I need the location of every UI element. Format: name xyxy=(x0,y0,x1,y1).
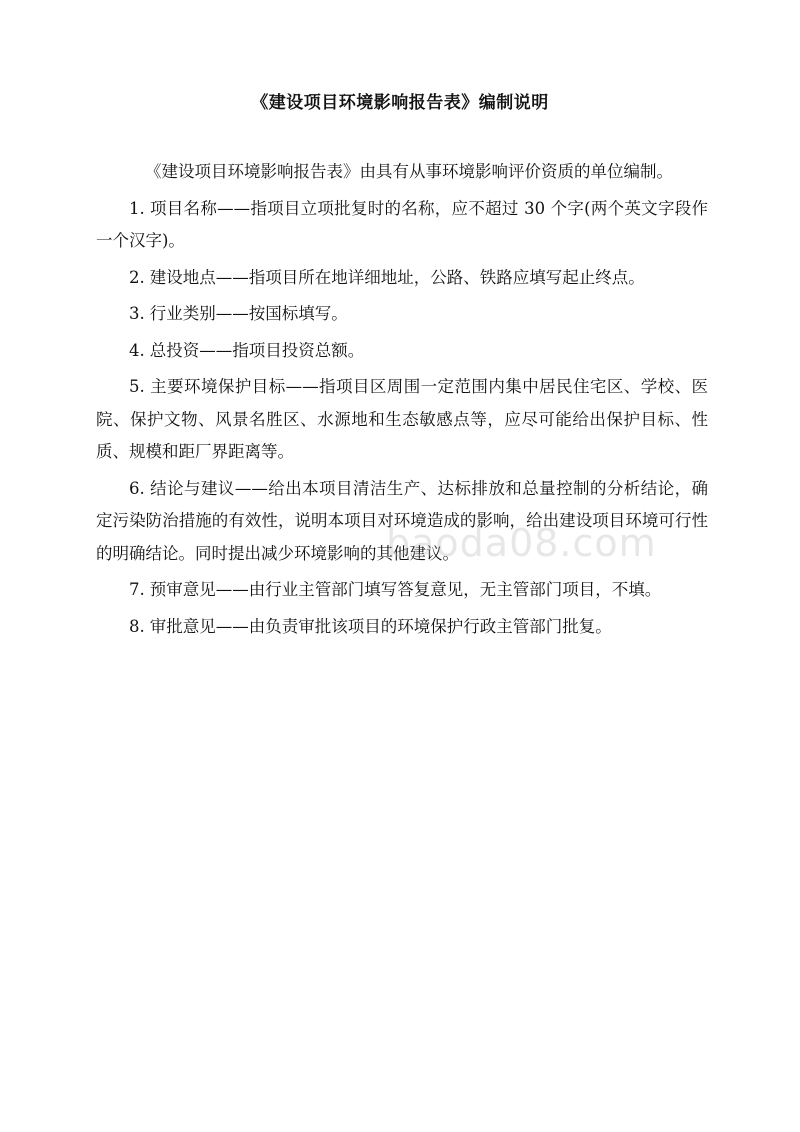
item-number: 5. xyxy=(129,377,145,396)
item-7 xyxy=(96,574,708,607)
item-text: 预审意见——由行业主管部门填写答复意见，无主管部门项目，不填。 xyxy=(149,580,662,599)
item-text: 项目名称——指项目立项批复时的名称，应不超过 30 个字(两个英文字段作一个汉字)。 xyxy=(96,198,708,250)
item-1 xyxy=(96,193,708,258)
item-number: 8. xyxy=(129,616,145,636)
item-8 xyxy=(96,611,708,644)
item-text: 审批意见——由负责审批该项目的环境保护行政主管部门批复。 xyxy=(149,616,612,636)
intro-paragraph: 《建设项目环境影响报告表》由具有从事环境影响评价资质的单位编制。 xyxy=(145,162,673,181)
item-3 xyxy=(96,298,708,331)
item-number: 1. xyxy=(129,198,145,218)
item-number: 7. xyxy=(129,580,145,599)
item-text: 总投资——指项目投资总额。 xyxy=(149,340,365,360)
item-number: 6. xyxy=(129,478,145,498)
item-4 xyxy=(96,335,708,368)
item-number: 4. xyxy=(129,340,145,360)
item-text: 主要环境保护目标——指项目区周围一定范围内集中居民住宅区、学校、医院、保护文物、风景名胜区、水源地和生态敏感点等，应尽可能给出保护目标、性质、规模和距厂界距离等。 xyxy=(96,377,708,461)
item-6 xyxy=(96,473,708,571)
item-2 xyxy=(96,262,708,295)
item-text: 结论与建议——给出本项目清洁生产、达标排放和总量控制的分析结论，确定污染防治措施的有效性，说明本项目对环境造成的影响，给出建设项目环境可行性的明确结论。同时提出减少环境影响的其他建议。 xyxy=(96,478,708,563)
item-text: 建设地点——指项目所在地详细地址，公路、铁路应填写起止终点。 xyxy=(149,267,645,287)
item-number: 3. xyxy=(129,304,145,323)
page-title: 《建设项目环境影响报告表》编制说明 xyxy=(251,93,549,113)
item-number: 2. xyxy=(129,267,145,287)
document-body xyxy=(96,156,708,647)
watermark: baoda08.com xyxy=(386,521,657,565)
item-text: 行业类别——按国标填写。 xyxy=(149,304,348,323)
item-5 xyxy=(96,371,708,469)
